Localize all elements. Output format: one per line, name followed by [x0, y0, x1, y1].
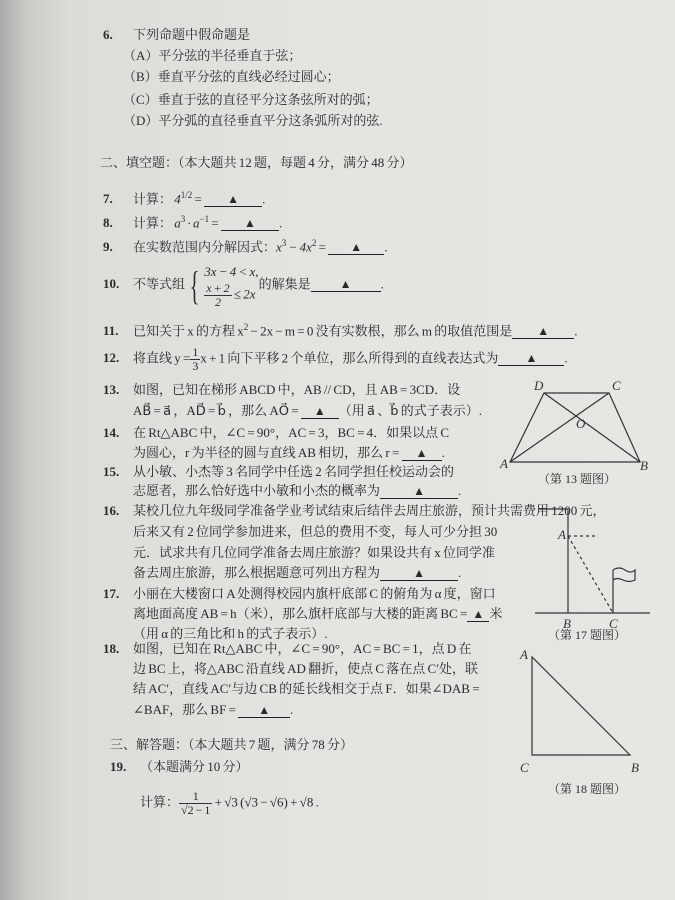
- question-18: 18. 如图，已知在 Rt△ABC 中，∠C = 90°，AC = BC = 1，点 D 在: [103, 641, 472, 656]
- question-16-line4: 备去周庄旅游，那么根据题意可列出方程为 ▲ .: [133, 565, 462, 580]
- section-2-heading: 二、填空题：（本大题共 12 题，每题 4 分，满分 48 分）: [100, 155, 413, 170]
- label-o: O: [576, 416, 586, 431]
- figure-13-caption: （第 13 题图）: [538, 472, 617, 486]
- question-19: 19. （本题满分 10 分）: [110, 759, 249, 774]
- question-15-line2: 志愿者，那么恰好选中小敏和小杰的概率为 ▲ .: [133, 483, 462, 498]
- answer-blank[interactable]: ▲: [467, 607, 489, 622]
- question-18-line4: ∠BAF，那么 BF = ▲ .: [133, 702, 294, 717]
- figure-18-right-triangle: [515, 645, 655, 780]
- answer-blank[interactable]: ▲: [204, 192, 262, 207]
- question-7: 7. 计算： $4^{1/2}$ = ▲ .: [103, 190, 266, 207]
- label-c: C: [609, 616, 618, 631]
- question-14-line2: 为圆心，r 为半径的圆与直线 AB 相切，那么 r = ▲ .: [133, 445, 445, 460]
- figure-13-trapezoid: [500, 378, 650, 473]
- figure-17-building-flagpole: [535, 505, 655, 630]
- question-18-line2: 边 BC 上，将△ABC 沿直线 AD 翻折，使点 C 落在点 C′处，联: [133, 661, 479, 676]
- question-6: 6. 下列命题中假命题是: [103, 27, 251, 42]
- answer-blank[interactable]: ▲: [512, 324, 574, 339]
- label-a: A: [558, 527, 566, 542]
- question-17-line3: （用 α 的三角比和 h 的式子表示）.: [133, 626, 328, 641]
- answer-blank[interactable]: ▲: [402, 446, 442, 461]
- question-10: 10. 不等式组 { 3x − 4 < x, $\frac{x + 2}{2}$ ≤ 2x 的解集是 ▲ .: [103, 262, 384, 309]
- question-13-line2: AB⃗ = a⃗ ，AD⃗ = b⃗ ，那么 AO⃗ = ▲ （用 a⃗ 、b⃗ 的式子表示）.: [133, 403, 483, 418]
- label-c: C: [612, 378, 621, 393]
- answer-blank[interactable]: ▲: [311, 277, 381, 292]
- question-11: 11. 已知关于 x 的方程 $x^2 - 2x - m = 0$ 没有实数根，那么 m 的取值范围是 ▲ .: [103, 322, 578, 339]
- answer-blank[interactable]: ▲: [380, 566, 458, 581]
- label-d: D: [534, 378, 544, 393]
- question-16-line3: 元．试求共有几位同学准备去周庄旅游？如果设共有 x 位同学准: [133, 545, 496, 560]
- question-8: 8. 计算： $a^3 \cdot a^{-1}$ = ▲ .: [103, 214, 283, 231]
- question-9: 9. 在实数范围内分解因式：$x^3 - 4x^2$ = ▲ .: [103, 238, 388, 255]
- answer-blank[interactable]: ▲: [221, 216, 279, 231]
- question-16: 16. 某校几位九年级同学准备学业考试结束后结伴去周庄旅游，预计共需费用 1200 元，: [103, 503, 606, 518]
- question-17-line2: 离地面高度 AB = h（米），那么旗杆底部与大楼的距离 BC = ▲ 米: [133, 606, 503, 621]
- option-a: （A）平分弦的半径垂直于弦；: [123, 48, 302, 63]
- question-12: 12. 将直线 y = $\frac{1}{3}$ x + 1 向下平移 2 个单位，那么所得到的直线表达式为 ▲ .: [103, 345, 568, 373]
- label-c: C: [520, 760, 529, 775]
- label-a: A: [520, 647, 528, 662]
- label-a: A: [500, 456, 508, 471]
- question-15: 15. 从小敏、小杰等 3 名同学中任选 2 名同学担任校运动会的: [103, 464, 455, 479]
- question-17: 17. 小丽在大楼窗口 A 处测得校园内旗杆底部 C 的俯角为 α 度，窗口: [103, 586, 496, 601]
- label-b: B: [640, 458, 648, 473]
- figure-17-caption: （第 17 题图）: [548, 628, 627, 642]
- question-19-expression: 计算： $\frac{1}{√2 - 1}$ + √3 (√3 − √6) + √8 .: [140, 789, 319, 817]
- option-d: （D）平分弧的直径垂直平分这条弧所对的弦.: [123, 113, 383, 128]
- label-b: B: [563, 616, 571, 631]
- figure-18-caption: （第 18 题图）: [548, 782, 627, 796]
- section-3-heading: 三、解答题：（本大题共 7 题，满分 78 分）: [110, 737, 354, 752]
- brace: {: [189, 262, 200, 308]
- answer-blank[interactable]: ▲: [238, 703, 290, 718]
- question-13: 13. 如图，已知在梯形 ABCD 中，AB // CD，且 AB = 3CD．设: [103, 382, 461, 397]
- answer-blank[interactable]: ▲: [301, 404, 339, 419]
- label-b: B: [631, 760, 639, 775]
- option-c: （C）垂直于弦的直径平分这条弦所对的弧；: [123, 92, 379, 107]
- answer-blank[interactable]: ▲: [380, 484, 458, 499]
- answer-blank[interactable]: ▲: [328, 240, 384, 255]
- question-14: 14. 在 Rt△ABC 中，∠C = 90°，AC = 3，BC = 4．如果以点 C: [103, 425, 450, 440]
- answer-blank[interactable]: ▲: [498, 351, 564, 366]
- question-18-line3: 结 AC′，直线 AC′与边 CB 的延长线相交于点 F．如果∠DAB =: [133, 681, 480, 696]
- question-16-line2: 后来又有 2 位同学参加进来，但总的费用不变，每人可少分担 30: [133, 524, 498, 539]
- option-b: （B）垂直平分弦的直线必经过圆心；: [123, 69, 340, 84]
